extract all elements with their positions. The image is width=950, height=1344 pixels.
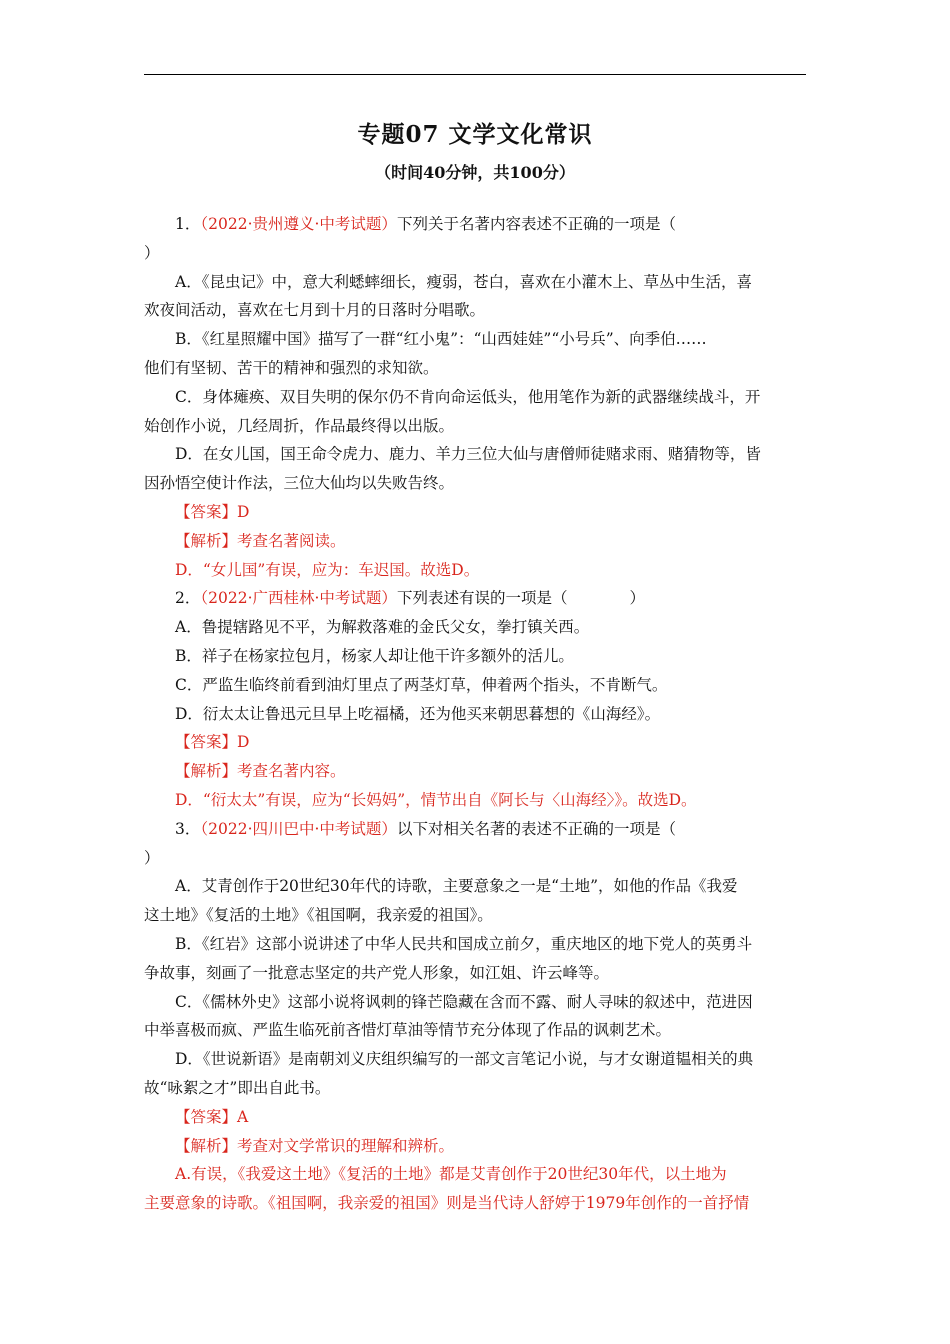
option-b-cont: 争故事，刻画了一批意志坚定的共产党人形象，如江姐、许云峰等。 (144, 963, 610, 982)
explanation: D．“衍太太”有误，应为“长妈妈”，情节出自《阿长与〈山海经〉》。故选D。 (175, 790, 697, 809)
page-title: 专题07 文学文化常识 (357, 121, 593, 148)
question-text-end: 的一项是（ ） (489, 589, 645, 608)
option-c: C．严监生临终前看到油灯里点了两茎灯草，伸着两个指头，不肯断气。 (175, 675, 668, 694)
option-c-cont: 中举喜极而疯、严监生临死前吝惜灯草油等情节充分体现了作品的讽刺艺术。 (144, 1021, 672, 1040)
question-text: 下列表述 (396, 589, 459, 608)
option-d-cont: 因孙悟空使计作法，三位大仙均以失败告终。 (144, 474, 455, 493)
option-a-cont: 这土地》《复活的土地》《祖国啊，我亲爱的祖国》。 (144, 906, 493, 925)
explanation-cont: 主要意象的诗歌。《祖国啊，我亲爱的祖国》则是当代诗人舒婷于1979年创作的一首抒情 (144, 1194, 750, 1213)
answer: 【答案】D (175, 733, 250, 752)
option-b: B．《红岩》这部小说讲述了中华人民共和国成立前夕，重庆地区的地下党人的英勇斗 (175, 934, 753, 953)
option-a: A．《昆虫记》中，意大利蟋蟀细长，瘦弱，苍白，喜欢在小灌木上、草丛中生活，喜 (175, 272, 752, 291)
emphasis-dot (465, 584, 471, 585)
document-body (144, 210, 808, 1218)
question-2 (144, 584, 808, 814)
answer: 【答案】A (175, 1107, 249, 1126)
option-a-cont: 欢夜间活动，喜欢在七月到十月的日落时分唱歌。 (144, 301, 486, 320)
option-b: B．《红星照耀中国》描写了一群“红小鬼”：“山西娃娃”“小号兵”、向季伯…… (175, 330, 707, 349)
header-rule (144, 74, 806, 75)
question-text: 下列关于名著内容表述不正确的一项是（ (396, 215, 676, 233)
option-a: A．艾青创作于20世纪30年代的诗歌，主要意象之一是“土地”，如他的作品《我爱 (175, 877, 738, 896)
option-c: C．身体瘫痪、双目失明的保尔仍不肯向命运低头，他用笔作为新的武器继续战斗，开 (175, 387, 761, 406)
option-a: A．鲁提辖路见不平，为解救落难的金氏父女，拳打镇关西。 (175, 618, 590, 637)
page-subtitle: （时间40分钟，共100分） (375, 163, 575, 182)
option-b: B．祥子在杨家拉包月，杨家人却让他干许多额外的活儿。 (175, 646, 574, 665)
option-d: D．衍太太让鲁迅元旦早上吃福橘，还为他买来朝思暮想的《山海经》。 (175, 704, 661, 723)
question-1 (144, 210, 808, 584)
question-stem-cont: ） (144, 848, 160, 867)
explanation: D．“女儿国”有误，应为：车迟国。故选D。 (175, 560, 480, 579)
question-number: 1． (175, 215, 201, 233)
question-text: 以下对相关名著的表述不正确的一项是（ (396, 819, 676, 838)
option-d: D．《世说新语》是南朝刘义庆组织编写的一部文言笔记小说，与才女谢道韫相关的典 (175, 1050, 754, 1069)
question-stem (144, 210, 808, 239)
option-d-cont: 故“咏絮之才”即出自此书。 (144, 1078, 331, 1097)
question-source: （2022·四川巴中·中考试题） (200, 819, 397, 838)
question-3 (144, 815, 808, 1218)
option-c: C．《儒林外史》这部小说将讽刺的锋芒隐藏在含而不露、耐人寻味的叙述中，范进因 (175, 992, 753, 1011)
question-stem-cont: ） (144, 243, 160, 262)
option-d: D．在女儿国，国王命令虎力、鹿力、羊力三位大仙与唐僧师徒赌求雨、赌猜物等，皆 (175, 445, 761, 464)
explanation: A.有误，《我爱这土地》《复活的土地》都是艾青创作于20世纪30年代，以土地为 (175, 1165, 727, 1184)
emphasis-dot (481, 584, 487, 585)
question-number: 2． (175, 589, 201, 608)
option-b-cont: 他们有坚韧、苦干的精神和强烈的求知欲。 (144, 358, 439, 377)
analysis: 【解析】考查对文学常识的理解和辨析。 (175, 1136, 455, 1155)
option-c-cont: 始创作小说，几经周折，作品最终得以出版。 (144, 416, 455, 435)
question-source: （2022·广西桂林·中考试题） (200, 589, 397, 608)
question-stem (144, 815, 808, 844)
question-number: 3． (175, 819, 201, 838)
emphasis-dotted-text: 有误 (459, 584, 490, 613)
question-stem (144, 584, 808, 613)
answer: 【答案】D (175, 502, 250, 521)
question-source: （2022·贵州遵义·中考试题） (200, 215, 397, 233)
analysis: 【解析】考查名著阅读。 (175, 531, 346, 550)
analysis: 【解析】考查名著内容。 (175, 762, 346, 781)
